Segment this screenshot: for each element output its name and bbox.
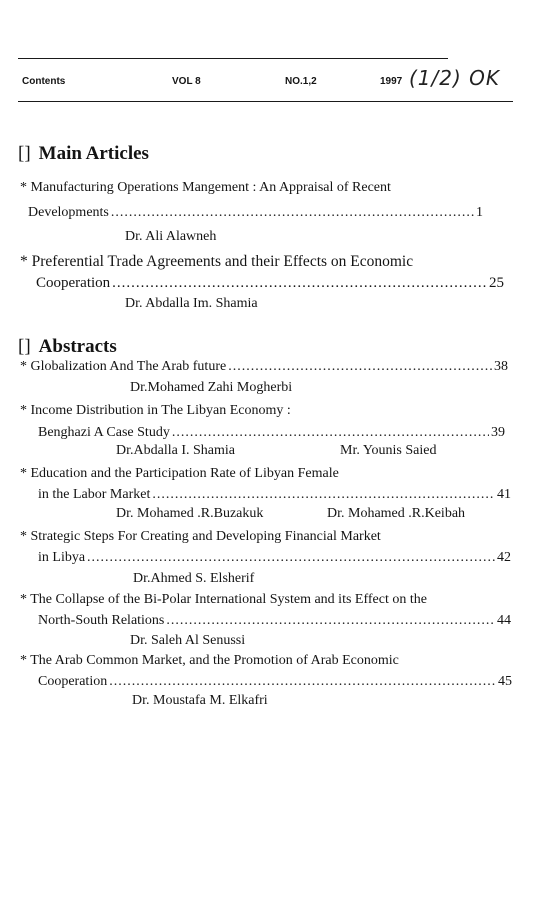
dot-leader — [228, 359, 492, 375]
page-number: 39 — [491, 425, 505, 440]
section-title: Abstracts — [38, 336, 117, 357]
abstract-entry — [38, 674, 512, 690]
abstract-entry — [38, 487, 511, 503]
abstract-author: Dr. Mohamed .R.Buzakuk — [116, 506, 264, 521]
abstract-entry — [38, 550, 511, 566]
abstract-author: Dr.Mohamed Zahi Mogherbi — [130, 380, 293, 395]
abstract-author: Dr.Ahmed S. Elsherif — [133, 571, 255, 586]
dot-leader — [152, 487, 495, 503]
page-number: 42 — [497, 550, 511, 565]
page-number: 38 — [494, 359, 508, 374]
section-title: Main Articles — [38, 143, 149, 164]
header-volume: VOL 8 — [172, 76, 201, 87]
abstract-title: * Globalization And The Arab future — [20, 359, 227, 374]
abstract-entry — [20, 359, 508, 375]
abstract-title-continuation: Cooperation — [38, 674, 108, 689]
page-number: 44 — [497, 613, 511, 628]
page-number: 45 — [498, 674, 512, 689]
dot-leader — [166, 613, 495, 629]
abstract-title-line: * Strategic Steps For Creating and Developing Financial Market — [20, 529, 381, 544]
dot-leader — [87, 550, 495, 566]
abstract-title-continuation: Benghazi A Case Study — [38, 425, 170, 440]
page-number: 25 — [489, 275, 504, 291]
article-title-continuation: Cooperation — [36, 275, 111, 291]
section-heading-main-articles — [18, 143, 149, 165]
abstract-title-line: * Education and the Participation Rate of Libyan Female — [20, 466, 339, 481]
abstract-author: Dr. Moustafa M. Elkafri — [132, 693, 268, 708]
article-title-continuation: Developments — [28, 205, 109, 220]
abstract-author-second: Dr. Mohamed .R.Keibah — [327, 506, 466, 521]
article-title-line: * Manufacturing Operations Mangement : An Appraisal of Recent — [20, 180, 391, 195]
section-heading-abstracts — [18, 336, 117, 358]
section-box-icon: [] — [18, 143, 31, 164]
header-bottom-rule — [18, 101, 513, 102]
page-number: 41 — [497, 487, 511, 502]
abstract-author: Dr.Abdalla I. Shamia — [116, 443, 235, 458]
dot-leader — [112, 275, 487, 292]
dot-leader — [111, 205, 474, 221]
handwritten-note: (1/2) OK — [409, 66, 501, 90]
article-title-line: * Preferential Trade Agreements and their Effects on Economic — [20, 253, 414, 270]
article-author: Dr. Ali Alawneh — [125, 229, 217, 244]
header-year: 1997 — [380, 76, 403, 87]
header-contents-label: Contents — [22, 76, 66, 87]
abstract-entry — [38, 425, 505, 441]
abstract-title-line: * The Collapse of the Bi-Polar International System and its Effect on the — [20, 592, 427, 607]
abstract-entry — [38, 613, 511, 629]
article-entry — [36, 275, 504, 292]
abstract-title-continuation: North-South Relations — [38, 613, 165, 628]
dot-leader — [109, 674, 496, 690]
article-entry — [28, 205, 483, 221]
header-issue-number: NO.1,2 — [285, 76, 317, 87]
abstract-title-continuation: in Libya — [38, 550, 86, 565]
section-box-icon: [] — [18, 336, 31, 357]
abstract-title-line: * The Arab Common Market, and the Promotion of Arab Economic — [20, 653, 399, 668]
abstract-author-second: Mr. Younis Saied — [340, 443, 437, 458]
abstract-author: Dr. Saleh Al Senussi — [130, 633, 246, 648]
abstract-title-continuation: in the Labor Market — [38, 487, 151, 502]
header-top-rule — [18, 58, 448, 59]
dot-leader — [172, 425, 489, 441]
abstract-title-line: * Income Distribution in The Libyan Economy : — [20, 403, 291, 418]
page-number: 1 — [476, 205, 483, 220]
article-author: Dr. Abdalla Im. Shamia — [125, 296, 258, 311]
